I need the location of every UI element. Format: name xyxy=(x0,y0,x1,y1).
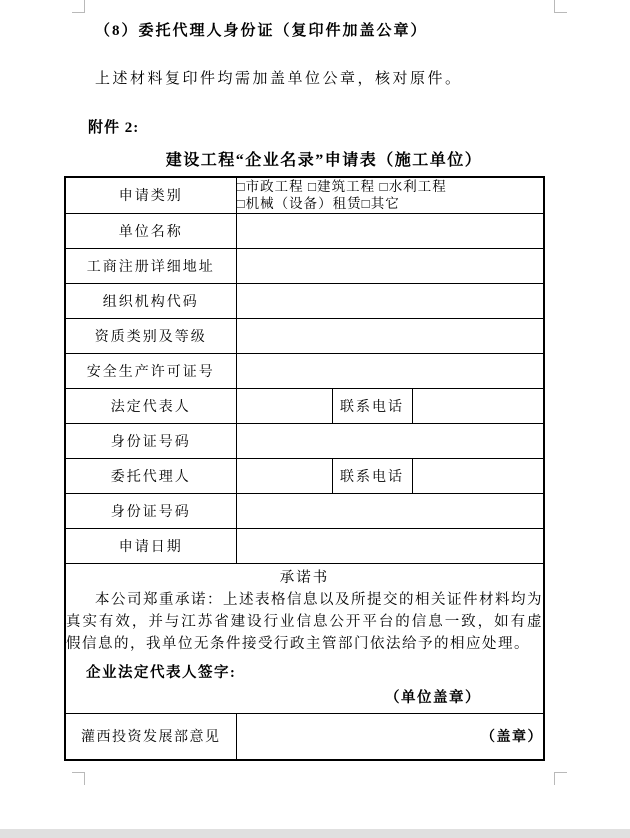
intro-heading: （8）委托代理人身份证（复印件加盖公章） xyxy=(95,23,428,39)
application-date-cell[interactable] xyxy=(236,528,544,563)
agent-id-cell[interactable] xyxy=(236,493,544,528)
table-row xyxy=(65,423,544,458)
organization-code-cell[interactable] xyxy=(236,283,544,318)
legal-rep-label: 法定代表人 xyxy=(65,388,236,423)
category-options-line2: □机械（设备）租赁□其它 xyxy=(236,196,400,212)
seal-label: （盖章） xyxy=(481,730,544,746)
legal-rep-id-label: 身份证号码 xyxy=(65,423,236,458)
legal-rep-phone-label: 联系电话 xyxy=(332,388,412,423)
qualification-cell[interactable] xyxy=(236,318,544,353)
table-row xyxy=(65,493,544,528)
qualification-label: 资质类别及等级 xyxy=(65,318,236,353)
margin-mark-bottom-left xyxy=(72,772,85,785)
table-row xyxy=(65,563,544,713)
table-row xyxy=(65,248,544,283)
agent-id-label: 身份证号码 xyxy=(65,493,236,528)
unit-name-cell[interactable] xyxy=(236,213,544,248)
signature-label: 企业法定代表人签字: xyxy=(86,665,237,681)
application-category-options[interactable] xyxy=(236,177,544,213)
legal-rep-phone-cell[interactable] xyxy=(412,388,544,423)
table-row xyxy=(65,353,544,388)
unit-seal-label: （单位盖章） xyxy=(385,690,482,706)
agent-phone-cell[interactable] xyxy=(412,458,544,493)
form-title: 建设工程“企业名录”申请表（施工单位） xyxy=(165,152,483,169)
table-row xyxy=(65,177,544,213)
registered-address-cell[interactable] xyxy=(236,248,544,283)
unit-name-label: 单位名称 xyxy=(65,213,236,248)
margin-mark-top-left xyxy=(72,0,85,13)
commitment-cell xyxy=(65,563,544,713)
table-row xyxy=(65,283,544,318)
intro-note: 上述材料复印件均需加盖单位公章，核对原件。 xyxy=(95,71,463,87)
organization-code-label: 组织机构代码 xyxy=(65,283,236,318)
application-category-label: 申请类别 xyxy=(65,177,236,213)
safety-license-cell[interactable] xyxy=(236,353,544,388)
table-row xyxy=(65,388,544,423)
margin-mark-bottom-right xyxy=(554,772,567,785)
opinion-cell[interactable] xyxy=(236,713,544,760)
table-row xyxy=(65,528,544,563)
table-row xyxy=(65,213,544,248)
category-options-line1: □市政工程 □建筑工程 □水利工程 xyxy=(236,179,447,195)
table-row xyxy=(65,458,544,493)
registered-address-label: 工商注册详细地址 xyxy=(65,248,236,283)
commitment-title: 承诺书 xyxy=(279,570,330,586)
attachment-label: 附件 2: xyxy=(88,120,140,136)
application-form-table xyxy=(64,176,545,761)
legal-rep-id-cell[interactable] xyxy=(236,423,544,458)
table-row xyxy=(65,713,544,760)
legal-rep-cell[interactable] xyxy=(236,388,332,423)
table-row xyxy=(65,318,544,353)
page-gap xyxy=(0,829,630,838)
commitment-body: 本公司郑重承诺：上述表格信息以及所提交的相关证件材料均为真实有效，并与江苏省建设行业信息公开平台的信息一致，如有虚假信息的，我单位无条件接受行政主管部门依法给予的相应处理。 xyxy=(66,592,544,652)
agent-label: 委托代理人 xyxy=(65,458,236,493)
agent-phone-label: 联系电话 xyxy=(332,458,412,493)
agent-cell[interactable] xyxy=(236,458,332,493)
safety-license-label: 安全生产许可证号 xyxy=(65,353,236,388)
margin-mark-top-right xyxy=(554,0,567,13)
opinion-label: 灌西投资发展部意见 xyxy=(65,713,236,760)
application-date-label: 申请日期 xyxy=(65,528,236,563)
